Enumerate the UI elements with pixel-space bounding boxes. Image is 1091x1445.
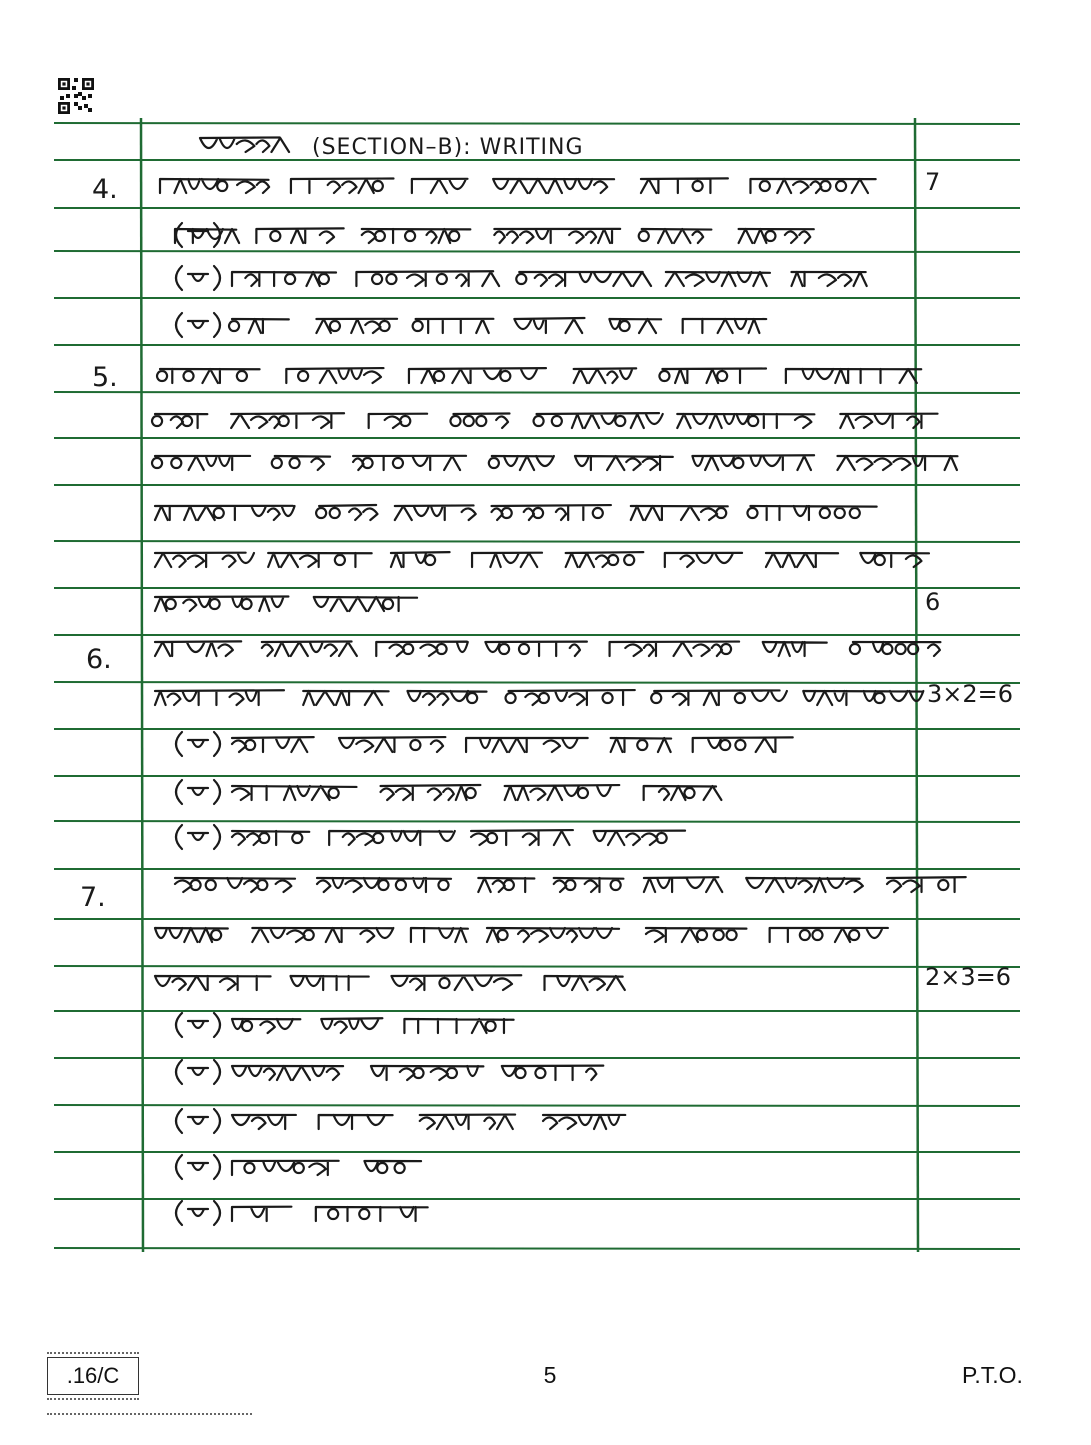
script-line (155, 690, 923, 705)
option-label (176, 266, 220, 290)
footer-code-top-dots (47, 1352, 139, 1354)
option-label (176, 1155, 220, 1179)
script-line (152, 413, 937, 428)
option-label (176, 1013, 220, 1037)
page-number: 5 (543, 1362, 557, 1388)
option-label (176, 732, 220, 756)
script-line (155, 505, 877, 520)
option-label (176, 1201, 220, 1225)
footer-code-bottom-dots (47, 1398, 139, 1400)
row-rule (54, 966, 1020, 967)
row-rule (54, 1105, 1020, 1106)
script-line (152, 455, 957, 470)
script-line (232, 1115, 625, 1129)
margin-rule-right (915, 118, 918, 1252)
script-line (232, 1018, 514, 1033)
handwritten-script-lines (152, 137, 966, 1225)
marks-q7: 2×3=6 (925, 963, 1012, 991)
row-rule (54, 821, 1020, 822)
option-label (176, 1060, 220, 1084)
marks-q5: 6 (925, 588, 941, 616)
marks-q4: 7 (925, 168, 941, 196)
option-label (176, 780, 220, 804)
script-line (155, 641, 940, 656)
script-line (157, 368, 921, 383)
section-header (312, 135, 584, 160)
script-line (232, 1161, 421, 1175)
question-number-7: 7. (80, 882, 106, 913)
row-rule (54, 392, 1020, 393)
section-header-script (200, 137, 289, 152)
script-line (229, 318, 766, 333)
question-number-6: 6. (86, 644, 112, 675)
script-line (232, 830, 685, 845)
footer-microtext-line (47, 1413, 252, 1415)
option-label (176, 1109, 220, 1133)
option-label (176, 825, 220, 849)
script-line (155, 552, 929, 567)
script-line (175, 877, 966, 892)
script-line (155, 597, 417, 611)
script-line (232, 737, 793, 752)
row-rule (54, 682, 1020, 683)
paper-code: .16/C (47, 1357, 139, 1395)
question-number-5: 5. (92, 362, 118, 393)
row-rule (54, 123, 1020, 124)
script-line (175, 228, 814, 243)
script-line (232, 1207, 428, 1221)
script-line (232, 785, 721, 800)
margin-rule-left (141, 118, 143, 1252)
section-title: (SECTION–B): WRITING (312, 135, 584, 160)
script-line (155, 975, 625, 990)
row-rule (54, 251, 1020, 252)
pto-label: P.T.O. (962, 1362, 1023, 1388)
script-line (155, 928, 888, 942)
script-line (232, 271, 867, 286)
script-line (160, 178, 876, 193)
ruled-lines (54, 118, 1020, 1252)
option-label (176, 223, 220, 247)
option-label (176, 313, 220, 337)
row-rule (54, 1248, 1020, 1249)
marks-q6: 3×2=6 (927, 680, 1014, 708)
script-line (232, 1066, 603, 1080)
row-rule (54, 541, 1020, 542)
question-number-4: 4. (92, 174, 118, 205)
